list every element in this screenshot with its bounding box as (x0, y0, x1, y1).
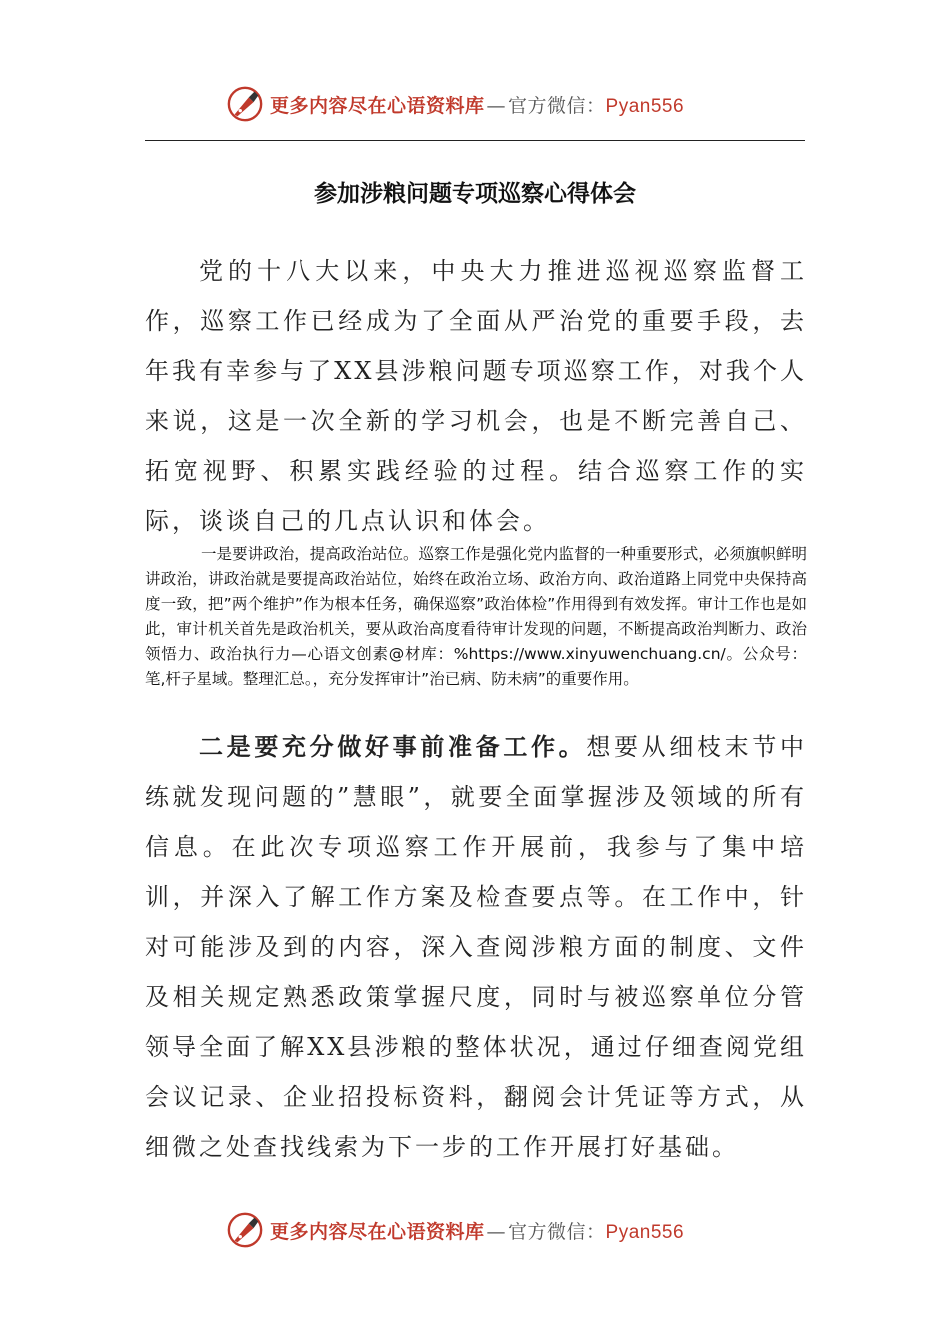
paragraph-point-one: 一是要讲政治，提高政治站位。巡察工作是强化党内监督的一种重要形式，必须旗帜鲜明讲政治，讲政治就是要提高政治站位，始终在政治立场、政治方向、政治道路上同党中央保持高度一致，把”两个维护”作为根本任务，确保巡察”政治体检”作用得到有效发挥。审计工作也是如此，审计机关首先是政治机关，要从政治高度看待审计发现的问题，不断提高政治判断力、政治领悟力、政治执行力—心语文创素@材库：%https://www.xinyuwenchuang.cn/。公众号：笔,杆子星域。整理汇总。，充分发挥审计”治已病、防未病”的重要作用。 (145, 545, 807, 688)
point-two-heading: 二是要充分做好事前准备工作。 (199, 732, 587, 761)
header-wechat-id: Pyan556 (605, 95, 685, 117)
header-separator: — (486, 94, 507, 117)
header-text (270, 91, 684, 118)
footer-banner (226, 1208, 684, 1252)
pen-nib-logo-icon (226, 1211, 264, 1249)
document-title: 参加涉粮问题专项巡察心得体会 (314, 181, 636, 207)
paragraph-point-two (145, 722, 807, 1172)
point-two-body: 想要从细枝末节中练就发现问题的”慧眼”，就要全面掌握涉及领域的所有信息。在此次专项巡察工作开展前，我参与了集中培训，并深入了解工作方案及检查要点等。在工作中，针对可能涉及到的内容，深入查阅涉粮方面的制度、文件及相关规定熟悉政策掌握尺度，同时与被巡察单位分管领导全面了解XX县涉粮的整体状况，通过仔细查阅党组会议记录、企业招投标资料，翻阅会计凭证等方式，从细微之处查找线索为下一步的工作开展打好基础。 (145, 733, 808, 1161)
footer-wechat-label: 官方微信： (508, 1220, 606, 1243)
footer-text (270, 1217, 684, 1244)
footer-brand: 更多内容尽在心语资料库 (270, 1220, 485, 1243)
paragraph-intro: 党的十八大以来，中央大力推进巡视巡察监督工作，巡察工作已经成为了全面从严治党的重要手段，去年我有幸参与了XX县涉粮问题专项巡察工作，对我个人来说，这是一次全新的学习机会，也是不断完善自己、拓宽视野、积累实践经验的过程。结合巡察工作的实际，谈谈自己的几点认识和体会。 (145, 257, 807, 535)
pen-nib-logo-icon (226, 85, 264, 123)
header-banner (226, 82, 684, 126)
footer-wechat-id: Pyan556 (605, 1221, 685, 1243)
header-divider (145, 140, 805, 141)
header-wechat-label: 官方微信： (508, 94, 606, 117)
footer-separator: — (486, 1220, 507, 1243)
header-brand: 更多内容尽在心语资料库 (270, 94, 485, 117)
